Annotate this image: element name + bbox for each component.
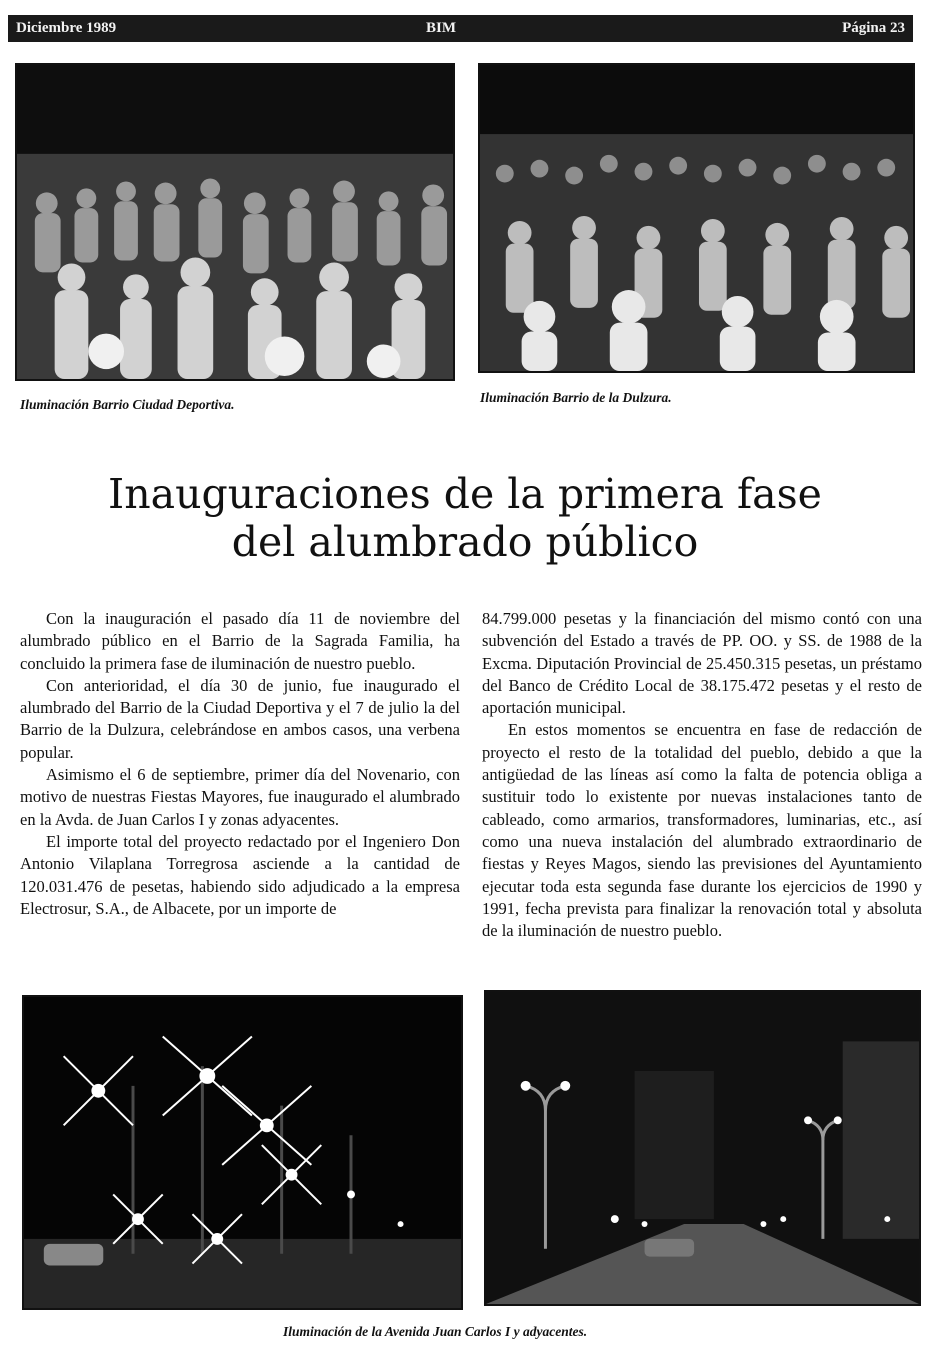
photo-avenida-left xyxy=(22,995,463,1310)
page-number: Página 23 xyxy=(842,20,905,36)
caption-dulzura: Iluminación Barrio de la Dulzura. xyxy=(480,390,672,405)
street-night-photo-image xyxy=(486,992,919,1304)
page-header xyxy=(8,15,913,42)
article-column-right xyxy=(482,608,922,942)
article-paragraph: En estos momentos se encuentra en fase de redacción de proyecto el resto de la totalidad del pueblo, debido a que la antigüedad de las líneas así como la falta de potencia obliga a sustituir todo lo existente por nuevas instalaciones tanto de cableado, como armarios, transformadores, luminarias, etc., así como una nueva instalación del alumbrado extraordinario de fiestas y Reyes Magos, siendo las previsiones del Ayuntamiento ejecutar toda esta segunda fase durante los ejercicios de 1990 y 1991, fecha prevista para finalizar la renovación total y absoluta de la iluminación de nuestro pueblo. xyxy=(482,720,922,941)
photo-avenida-right xyxy=(484,990,921,1306)
crowd-photo-image xyxy=(480,65,913,371)
article-paragraph: El importe total del proyecto redactado por el Ingeniero Don Antonio Vilaplana Torregrosa asciende a la cantidad de 120.031.476 de pesetas, habiendo sido adjudicado a la empresa Electrosur, S.A., de Albacete, por un importe de xyxy=(20,831,460,918)
caption-avenida: Iluminación de la Avenida Juan Carlos I y adyacentes. xyxy=(283,1324,588,1339)
article-paragraph: Con la inauguración el pasado día 11 de noviembre del alumbrado público en el Barrio de la Sagrada Familia, ha concluido la primera fase de iluminación de nuestro pueblo. xyxy=(20,609,460,673)
article-title xyxy=(40,470,890,566)
article-paragraph: Asimismo el 6 de septiembre, primer día del Novenario, con motivo de nuestras Fiestas Mayores, fue inaugurado el alumbrado en la Avda. de Juan Carlos I y zonas adyacentes. xyxy=(20,765,460,829)
street-night-photo-image xyxy=(24,997,461,1308)
article-title-line-1: Inauguraciones de la primera fase xyxy=(108,470,822,518)
photo-dulzura xyxy=(478,63,915,373)
article-title-line-2: del alumbrado público xyxy=(231,518,699,566)
caption-ciudad-deportiva: Iluminación Barrio Ciudad Deportiva. xyxy=(20,397,235,412)
photo-ciudad-deportiva xyxy=(15,63,455,381)
article-column-left xyxy=(20,608,460,920)
issue-date: Diciembre 1989 xyxy=(16,20,117,36)
article-paragraph: Con anterioridad, el día 30 de junio, fue inaugurado el alumbrado del Barrio de la Ciudad Deportiva y el 7 de julio la del Barrio de la Dulzura, celebrándose en ambos casos, una verbena popular. xyxy=(20,675,460,762)
crowd-photo-image xyxy=(17,65,453,379)
article-paragraph: 84.799.000 pesetas y la financiación del mismo contó con una subvención del Estado a través de PP. OO. y SS. de 1988 de la Excma. Diputación Provincial de 25.450.315 pesetas, un préstamo del Banco de Crédito Local de 38.175.472 pesetas y el resto de aportación municipal. xyxy=(482,609,922,718)
publication-name: BIM xyxy=(426,20,456,36)
